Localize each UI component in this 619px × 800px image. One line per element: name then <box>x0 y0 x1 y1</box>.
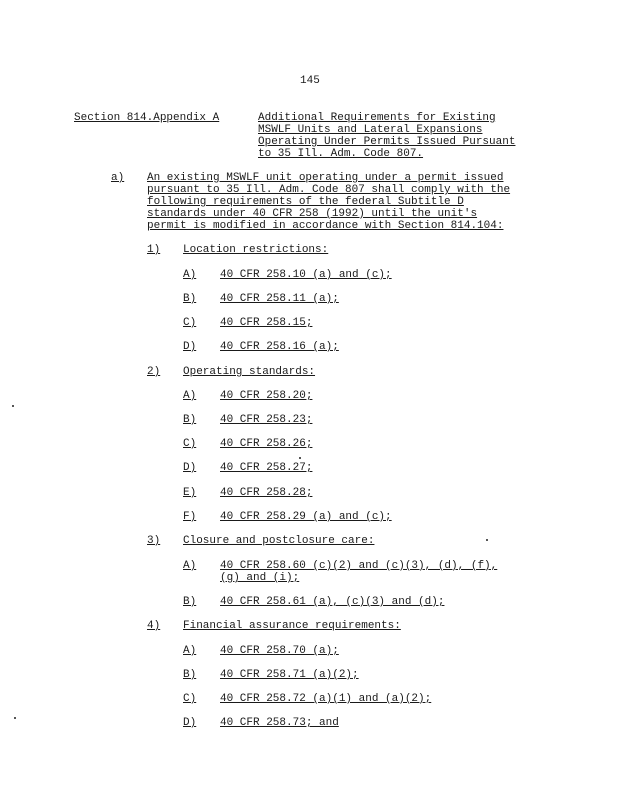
list-item: 40 CFR 258.29 (a) and (c); <box>220 511 392 523</box>
list-marker: B) <box>183 669 197 681</box>
list-marker: 2) <box>147 366 161 378</box>
list-marker: B) <box>183 293 197 305</box>
section-title-line: Additional Requirements for Existing <box>258 112 496 124</box>
list-marker: D) <box>183 341 197 353</box>
list-marker: 3) <box>147 535 161 547</box>
section-label: Section 814.Appendix A <box>74 112 220 124</box>
list-item-continuation: (g) and (i); <box>220 572 300 584</box>
paragraph-line: permit is modified in accordance with Section 814.104: <box>147 220 504 232</box>
list-marker: A) <box>183 645 197 657</box>
paragraph-marker: a) <box>111 172 125 184</box>
list-marker: D) <box>183 717 197 729</box>
list-item: 40 CFR 258.60 (c)(2) and (c)(3), (d), (f), <box>220 560 498 572</box>
list-marker: A) <box>183 390 197 402</box>
list-item: 40 CFR 258.23; <box>220 414 313 426</box>
paragraph-line: standards under 40 CFR 258 (1992) until the unit's <box>147 208 478 220</box>
list-marker: D) <box>183 462 197 474</box>
page-number: 145 <box>300 75 320 87</box>
group-heading: Operating standards: <box>183 366 316 378</box>
section-title-line: MSWLF Units and Lateral Expansions <box>258 124 483 136</box>
list-item: 40 CFR 258.72 (a)(1) and (a)(2); <box>220 693 432 705</box>
group-heading: Location restrictions: <box>183 244 329 256</box>
list-item: 40 CFR 258.73; and <box>220 717 339 729</box>
scan-speck <box>299 457 301 459</box>
list-marker: B) <box>183 596 197 608</box>
scan-speck <box>486 539 488 541</box>
list-item: 40 CFR 258.26; <box>220 438 313 450</box>
list-item: 40 CFR 258.27; <box>220 462 313 474</box>
list-item: 40 CFR 258.16 (a); <box>220 341 339 353</box>
list-item: 40 CFR 258.15; <box>220 317 313 329</box>
list-marker: 1) <box>147 244 161 256</box>
list-marker: A) <box>183 560 197 572</box>
list-item: 40 CFR 258.28; <box>220 487 313 499</box>
list-marker: E) <box>183 487 197 499</box>
list-marker: 4) <box>147 620 161 632</box>
list-item: 40 CFR 258.70 (a); <box>220 645 339 657</box>
list-item: 40 CFR 258.71 (a)(2); <box>220 669 359 681</box>
group-heading: Closure and postclosure care: <box>183 535 375 547</box>
list-marker: C) <box>183 438 197 450</box>
list-marker: C) <box>183 317 197 329</box>
list-marker: B) <box>183 414 197 426</box>
list-marker: C) <box>183 693 197 705</box>
list-item: 40 CFR 258.11 (a); <box>220 293 339 305</box>
paragraph-line: pursuant to 35 Ill. Adm. Code 807 shall comply with the <box>147 184 511 196</box>
scan-speck <box>12 405 14 407</box>
scan-speck <box>14 717 16 719</box>
section-title-line: to 35 Ill. Adm. Code 807. <box>258 148 424 160</box>
list-marker: A) <box>183 269 197 281</box>
group-heading: Financial assurance requirements: <box>183 620 401 632</box>
list-item: 40 CFR 258.20; <box>220 390 313 402</box>
list-item: 40 CFR 258.61 (a), (c)(3) and (d); <box>220 596 445 608</box>
paragraph-line: following requirements of the federal Subtitle D <box>147 196 464 208</box>
section-title-line: Operating Under Permits Issued Pursuant <box>258 136 516 148</box>
list-item: 40 CFR 258.10 (a) and (c); <box>220 269 392 281</box>
list-marker: F) <box>183 511 197 523</box>
paragraph-line: An existing MSWLF unit operating under a permit issued <box>147 172 504 184</box>
